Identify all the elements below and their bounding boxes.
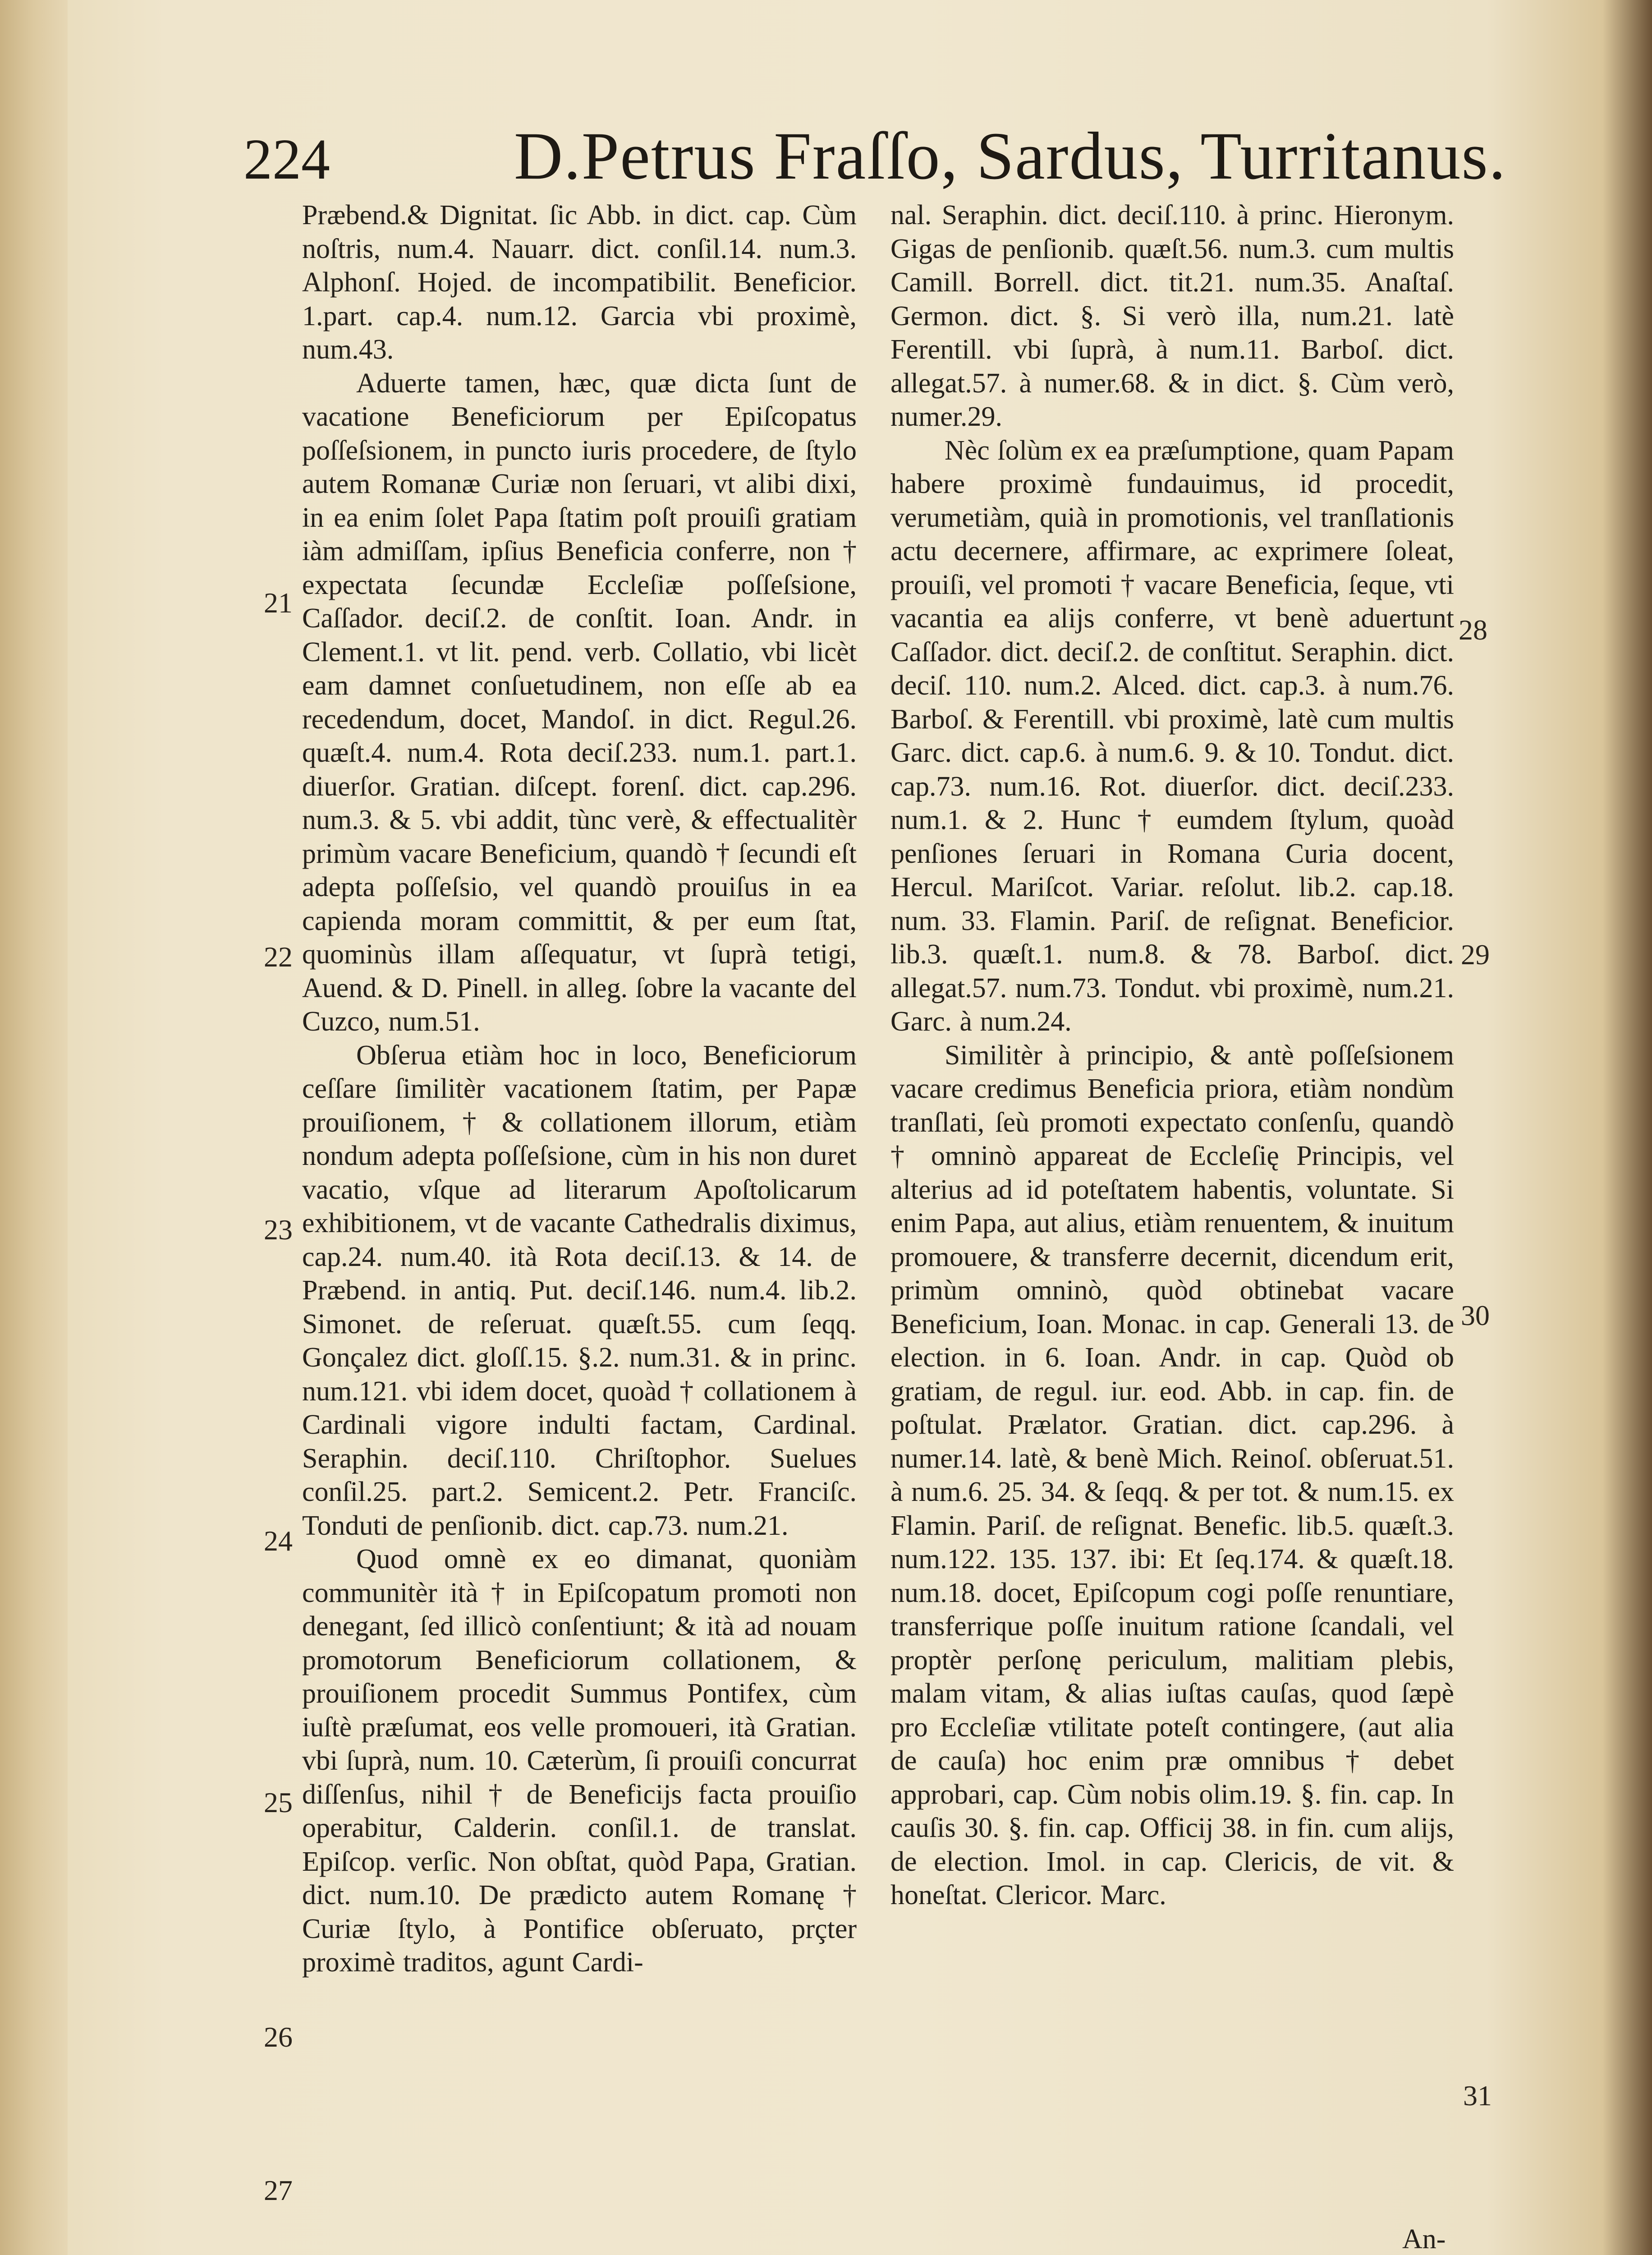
margin-number-29: 29: [1461, 939, 1490, 971]
margin-number-26: 26: [264, 2021, 293, 2053]
margin-number-30: 30: [1461, 1299, 1490, 1331]
margin-number-31: 31: [1463, 2080, 1492, 2112]
right-paragraph-2: Nèc ſolùm ex ea præſumptione, quam Papam habere proximè fundauimus, id procedit, verumetiàm, quià in promotionis, vel tranſlationis actu decernere, affirmare, ac exprimere ſoleat, prouiſi, vel promoti † vacare Beneficia, ſeque, vti vacantia ea alijs conferre, vt benè aduertunt Caſſador. dict. deciſ.2. de conſtitut. Seraphin. dict. deciſ. 110. num.2. Alced. dict. cap.3. à num.76. Barboſ. & Ferentill. vbi proximè, latè cum multis Garc. dict. cap.6. à num.6. 9. & 10. Tondut. dict. cap.73. num.16. Rot. diuerſor. dict. deciſ.233. num.1. & 2. Hunc † eumdem ſtylum, quoàd penſiones ſeruari in Romana Curia docent, Hercul. Mariſcot. Variar. reſolut. lib.2. cap.18. num. 33. Flamin. Pariſ. de reſignat. Beneficior. lib.3. quæſt.1. num.8. & 78. Barboſ. dict. allegat.57. num.73. Tondut. vbi proximè, num.21. Garc. à num.24.: [890, 435, 1454, 1037]
margin-number-25: 25: [264, 1786, 293, 1818]
right-paragraph-3: Similitèr à principio, & antè poſſeſsionem vacare credimus Beneficia priora, etiàm nondùm tranſlati, ſeù promoti expectato conſenſu, quandò † omninò appareat de Eccleſię Principis, vel alterius ad id poteſtatem habentis, voluntate. Si enim Papa, aut alius, etiàm renuentem, & inuitum promouere, & transferre decernit, dicendum erit, primùm omninò, quòd obtinebat vacare Beneficium, Ioan. Monac. in cap. Generali 13. de election. in 6. Ioan. Andr. in cap. Quòd ob gratiam, de regul. iur. eod. Abb. in cap. fin. de poſtulat. Prælator. Gratian. dict. cap.296. à numer.14. latè, & benè Mich. Reinoſ. obſeruat.51. à num.6. 25. 34. & ſeqq. & per tot. & num.15. ex Flamin. Pariſ. de reſignat. Benefic. lib.5. quæſt.3. num.122. 135. 137. ibi: Et ſeq.174. & quæſt.18. num.18. docet, Epiſcopum cogi poſſe renuntiare, transferrique poſſe inuitum ratione ſcandali, vel proptèr perſonę periculum, malitiam plebis, malam vitam, & alias iuſtas cauſas, quod ſæpè pro Eccleſiæ vtilitate poteſt contingere, (aut alia de cauſa) hoc enim præ omnibus † debet approbari, cap. Cùm nobis olim.19. §. fin. cap. In cauſis 30. §. fin. cap. Officij 38. in fin. cum alijs, de election. Imol. in cap. Clericis, de vit. & honeſtat. Clericor. Marc.: [890, 1040, 1454, 1910]
left-column: [302, 198, 857, 1979]
page-number: 224: [243, 127, 330, 191]
left-paragraph-3: Obſerua etiàm hoc in loco, Beneficiorum ceſſare ſimilitèr vacationem ſtatim, per Papæ prouiſionem, † & collationem illorum, etiàm nondum adepta poſſeſsione, cùm in his non duret vacatio, vſque ad literarum Apoſtolicarum exhibitionem, vt de vacante Cathedralis diximus, cap.24. num.40. ità Rota deciſ.13. & 14. de Præbend. in antiq. Put. deciſ.146. num.4. lib.2. Simonet. de reſeruat. quæſt.55. cum ſeqq. Gonçalez dict. gloſſ.15. §.2. num.31. & in princ. num.121. vbi idem docet, quoàd † collationem à Cardinali vigore indulti factam, Cardinal. Seraphin. deciſ.110. Chriſtophor. Suelues conſil.25. part.2. Semicent.2. Petr. Franciſc. Tonduti de penſionib. dict. cap.73. num.21.: [302, 1040, 857, 1541]
margin-number-21: 21: [264, 587, 293, 619]
page-header: [234, 108, 1507, 193]
left-paragraph-1: Præbend.& Dignitat. ſic Abb. in dict. cap. Cùm noſtris, num.4. Nauarr. dict. conſil.14. num.3. Alphonſ. Hojed. de incompatibilit. Beneficior. 1.part. cap.4. num.12. Garcia vbi proximè, num.43.: [302, 200, 857, 365]
right-paragraph-1: nal. Seraphin. dict. deciſ.110. à princ. Hieronym. Gigas de penſionib. quæſt.56. num.3. cum multis Camill. Borrell. dict. tit.21. num.35. Anaſtaſ. Germon. dict. §. Si verò illa, num.21. latè Ferentill. vbi ſuprà, à num.11. Barboſ. dict. allegat.57. à numer.68. & in dict. §. Cùm verò, numer.29.: [890, 200, 1454, 432]
left-paragraph-4: Quod omnè ex eo dimanat, quoniàm communitèr ità † in Epiſcopatum promoti non denegant, ſed illicò conſentiunt; & ità ad nouam promotorum Beneficiorum collationem, & prouiſionem procedit Summus Pontifex, cùm iuſtè præſumat, eos velle promoueri, ità Gratian. vbi ſuprà, num. 10. Cæterùm, ſi prouiſi concurrat diſſenſus, nihil † de Beneficijs facta prouiſio operabitur, Calderin. conſil.1. de translat. Epiſcop. verſic. Non obſtat, quòd Papa, Gratian. dict. num.10. De prædicto autem Romanę † Curiæ ſtylo, à Pontifice obſeruato, prçter proximè traditos, agunt Cardi-: [302, 1544, 857, 1978]
catchword: An-: [1402, 2224, 1446, 2255]
right-column: [890, 198, 1454, 1912]
margin-number-22: 22: [264, 941, 293, 973]
margin-number-28: 28: [1459, 614, 1487, 646]
margin-number-24: 24: [264, 1525, 293, 1557]
running-head: D.Petrus Fraſſo, Sardus, Turritanus.: [514, 119, 1507, 193]
left-paragraph-2: Aduerte tamen, hæc, quæ dicta ſunt de vacatione Beneficiorum per Epiſcopatus poſſeſsionem, in puncto iuris procedere, de ſtylo autem Romanæ Curiæ non ſeruari, vt alibi dixi, in ea enim ſolet Papa ſtatim poſt prouiſi gratiam iàm admiſſam, ipſius Beneficia conferre, non † expectata ſecundæ Eccleſiæ poſſeſsione, Caſſador. deciſ.2. de conſtit. Ioan. Andr. in Clement.1. vt lit. pend. verb. Collatio, vbi licèt eam damnet conſuetudinem, non eſſe ab ea recedendum, docet, Mandoſ. in dict. Regul.26. quæſt.4. num.4. Rota deciſ.233. num.1. part.1. diuerſor. Gratian. diſcept. forenſ. dict. cap.296. num.3. & 5. vbi addit, tùnc verè, & effectualitèr primùm vacare Beneficium, quandò † ſecundi eſt adepta poſſeſsio, vel quandò prouiſus in ea capienda moram committit, & per eum ſtat, quominùs illam aſſequatur, vt ſuprà tetigi, Auend. & D. Pinell. in alleg. ſobre la vacante del Cuzco, num.51.: [302, 368, 857, 1037]
margin-number-27: 27: [264, 2174, 293, 2206]
page-gutter: [0, 0, 68, 2255]
margin-number-23: 23: [264, 1214, 293, 1246]
